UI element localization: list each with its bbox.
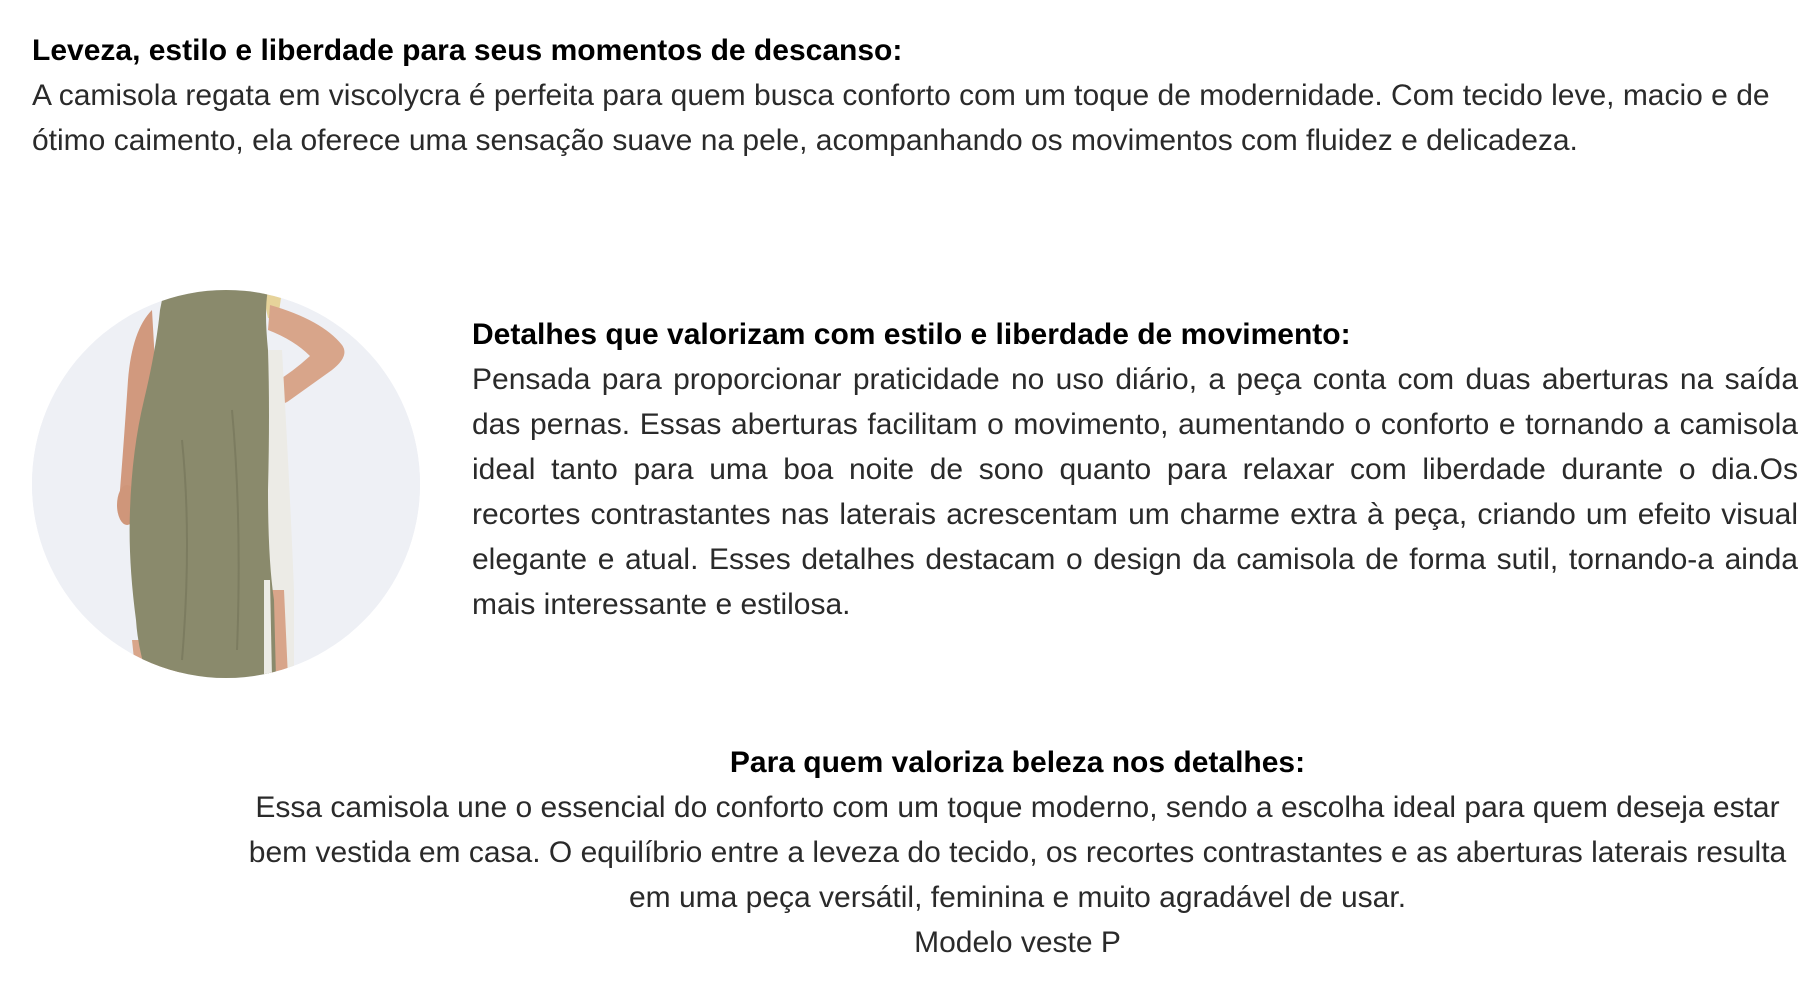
closing-section: [235, 740, 1800, 965]
closing-paragraph: Essa camisola une o essencial do conforto com um toque moderno, sendo a escolha ideal para quem deseja estar bem vestida em casa. O equilíbrio entre a leveza do tecido, os recortes contrastantes e as aberturas laterais resulta em uma peça versátil, feminina e muito agradável de usar.: [248, 791, 1787, 914]
model-size-note: Modelo veste P: [914, 926, 1121, 959]
details-heading: Detalhes que valorizam com estilo e liberdade de movimento:: [472, 318, 1351, 351]
intro-section: [32, 28, 1772, 163]
intro-heading: Leveza, estilo e liberdade para seus momentos de descanso:: [32, 34, 903, 67]
intro-paragraph: A camisola regata em viscolycra é perfeita para quem busca conforto com um toque de modernidade. Com tecido leve, macio e de ótimo caimento, ela oferece uma sensação suave na pele, acompanhando os movimentos com fluidez e delicadeza.: [32, 79, 1770, 157]
closing-heading: Para quem valoriza beleza nos detalhes:: [729, 746, 1306, 779]
product-photo: [32, 290, 420, 678]
details-paragraph: Pensada para proporcionar praticidade no uso diário, a peça conta com duas aberturas na saída das pernas. Essas aberturas facilitam o movimento, aumentando o conforto e tornando a camisola ideal tanto para uma boa noite de sono quanto para relaxar com liberdade durante o dia.Os recortes contrastantes nas laterais acrescentam um charme extra à peça, criando um efeito visual elegante e atual. Esses detalhes destacam o design da camisola de forma sutil, tornando-a ainda mais interessante e estilosa.: [472, 363, 1798, 621]
nightgown-illustration: [32, 290, 420, 678]
details-section: [472, 312, 1798, 627]
